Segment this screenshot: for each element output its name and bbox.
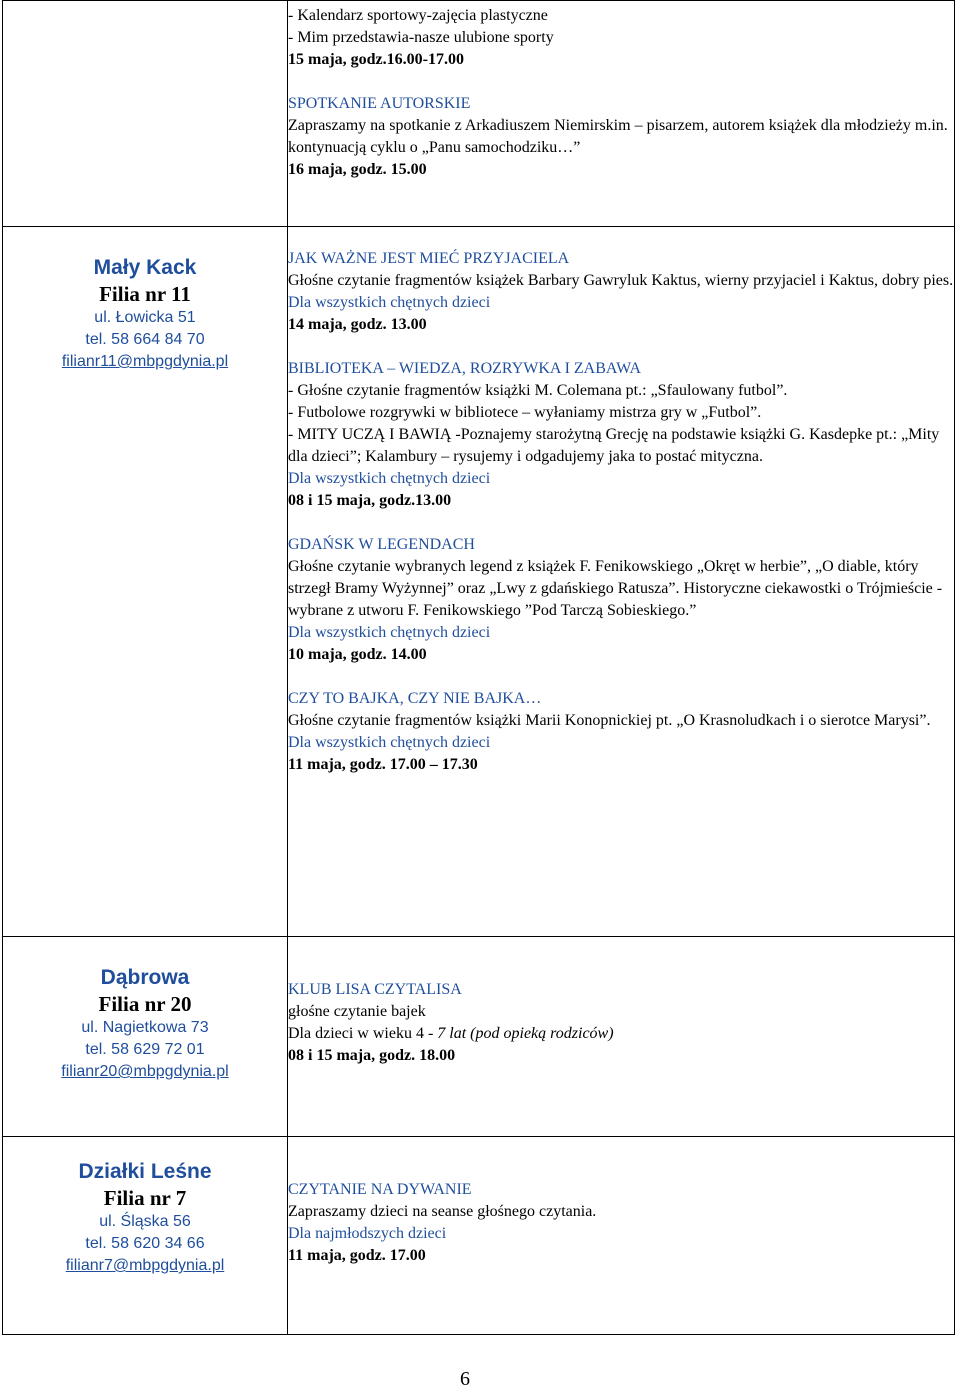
event-line: - MITY UCZĄ I BAWIĄ -Poznajemy starożytną Grecję na podstawie książki G. Kasdepke pt.: „Mity dla dzieci”; Kalambury – rysujemy i odgadujemy jaka to postać mityczna. [288, 426, 940, 465]
library-cell [3, 1137, 288, 1335]
library-branch: Filia nr 20 [98, 992, 192, 1016]
page-number: 6 [460, 1368, 470, 1390]
event-when: 16 maja, godz. 15.00 [288, 161, 427, 178]
library-email-link[interactable]: filianr7@mbpgdynia.pl [65, 1257, 225, 1274]
event-audience [288, 1023, 954, 1045]
library-cell [3, 937, 288, 1137]
event-audience: Dla wszystkich chętnych dzieci [288, 294, 491, 311]
events-cell [288, 227, 955, 937]
event-title: CZYTANIE NA DYWANIE [288, 1181, 472, 1198]
library-address: ul. Nagietkowa 73 [81, 1019, 209, 1036]
event-when: 14 maja, godz. 13.00 [288, 316, 427, 333]
event-fairy-tale [288, 688, 954, 776]
library-phone: tel. 58 664 84 70 [85, 331, 205, 348]
event-when: 08 i 15 maja, godz.13.00 [288, 492, 452, 509]
event-reading-club [288, 979, 954, 1067]
event-audience: Dla wszystkich chętnych dzieci [288, 734, 491, 751]
library-name: Działki Leśne [78, 1160, 212, 1183]
event-title: CZY TO BAJKA, CZY NIE BAJKA… [288, 690, 542, 707]
event-audience: Dla najmłodszych dzieci [288, 1225, 447, 1242]
library-address: ul. Śląska 56 [99, 1213, 191, 1230]
library-address: ul. Łowicka 51 [94, 309, 196, 326]
library-cell [3, 227, 288, 937]
schedule-row-dzialki-lesne [3, 1137, 955, 1335]
event-when: 08 i 15 maja, godz. 18.00 [288, 1047, 456, 1064]
event-audience-italic: 7 lat (pod opieką rodziców) [437, 1025, 614, 1042]
event-title: KLUB LISA CZYTALISA [288, 981, 462, 998]
event-description: głośne czytanie bajek [288, 1003, 426, 1020]
library-name: Mały Kack [93, 256, 197, 279]
library-email-link[interactable]: filianr11@mbpgdynia.pl [61, 353, 229, 370]
event-gdansk-legends [288, 534, 954, 666]
schedule-row-dabrowa [3, 937, 955, 1137]
library-phone: tel. 58 620 34 66 [85, 1235, 205, 1252]
event-friendship [288, 248, 954, 336]
event-line: - Mim przedstawia-nasze ulubione sporty [288, 29, 554, 46]
event-description: Głośne czytanie wybranych legend z książek F. Fenikowskiego „Okręt w herbie”, „O diable, który strzegł Bramy Wyżynnej” oraz „Lwy z gdańskiego Ratusza”. Historyczne ciekawostki o Trójmieście - wybrane z utworu F. Fenikowskiego ”Pod Tarczą Sobieskiego.” [288, 558, 943, 619]
event-line: - Głośne czytanie fragmentów książki M. Colemana pt.: „Sfaulowany futbol”. [288, 382, 788, 399]
event-line: - Kalendarz sportowy-zajęcia plastyczne [288, 7, 548, 24]
event-title: BIBLIOTEKA – WIEDZA, ROZRYWKA I ZABAWA [288, 360, 642, 377]
event-title: GDAŃSK W LEGENDACH [288, 536, 475, 553]
event-audience: Dla wszystkich chętnych dzieci [288, 470, 491, 487]
library-branch: Filia nr 11 [99, 282, 191, 306]
schedule-row-continued [3, 1, 955, 227]
event-when: 15 maja, godz.16.00-17.00 [288, 51, 464, 68]
event-description: Głośne czytanie fragmentów książki Marii Konopnickiej pt. „O Krasnoludkach i o sierotce Marysi”. [288, 712, 931, 729]
event-description: Zapraszamy na spotkanie z Arkadiuszem Niemirskim – pisarzem, autorem książek dla młodzieży m.in. kontynuacją cyklu o „Panu samochodziku…” [288, 117, 948, 156]
event-author-meeting [288, 93, 954, 181]
events-cell [288, 1, 955, 227]
schedule-table [2, 0, 955, 1335]
library-phone: tel. 58 629 72 01 [85, 1041, 205, 1058]
event-description: Głośne czytanie fragmentów książek Barbary Gawryluk Kaktus, wierny przyjaciel i Kaktus, dobry pies. [288, 272, 954, 289]
event-title: SPOTKANIE AUTORSKIE [288, 95, 471, 112]
event-line: - Futbolowe rozgrywki w bibliotece – wyłaniamy mistrza gry w „Futbol”. [288, 404, 762, 421]
event-when: 11 maja, godz. 17.00 [288, 1247, 426, 1264]
library-email-link[interactable]: filianr20@mbpgdynia.pl [61, 1063, 229, 1080]
library-name: Dąbrowa [100, 966, 190, 989]
event-carpet-reading [288, 1179, 954, 1267]
schedule-row-maly-kack [3, 227, 955, 937]
event-title: JAK WAŻNE JEST MIEĆ PRZYJACIELA [288, 250, 570, 267]
events-cell [288, 1137, 955, 1335]
events-cell [288, 937, 955, 1137]
library-cell-empty [3, 1, 288, 227]
event-library-fun [288, 358, 954, 512]
library-branch: Filia nr 7 [103, 1186, 187, 1210]
event-when: 10 maja, godz. 14.00 [288, 646, 427, 663]
event-sports-calendar [288, 5, 954, 71]
event-description: Zapraszamy dzieci na seanse głośnego czytania. [288, 1203, 597, 1220]
event-audience: Dla wszystkich chętnych dzieci [288, 624, 491, 641]
event-audience-plain: Dla dzieci w wieku 4 - [288, 1025, 438, 1042]
event-when: 11 maja, godz. 17.00 – 17.30 [288, 756, 478, 773]
